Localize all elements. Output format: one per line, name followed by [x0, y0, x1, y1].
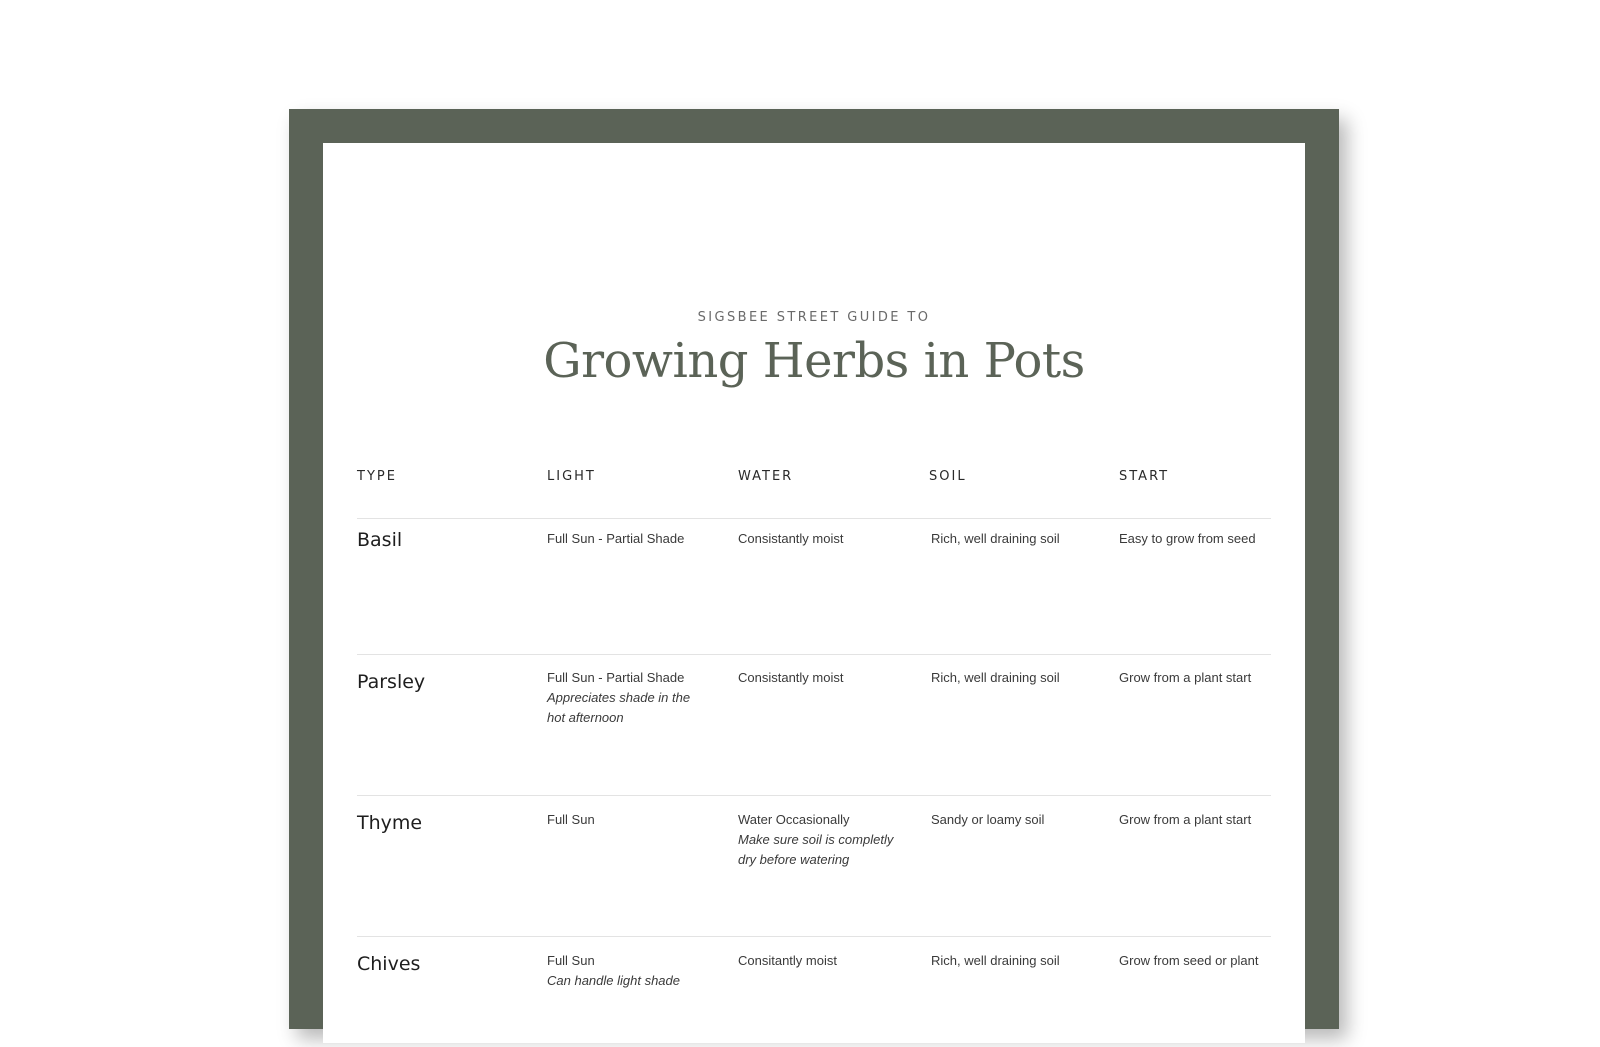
water-value: Consitantly moist	[738, 953, 837, 968]
herb-type: Parsley	[357, 671, 426, 693]
start-cell	[1119, 951, 1289, 971]
water-note: Make sure soil is completly dry before watering	[738, 832, 894, 867]
column-header-water: WATER	[738, 469, 794, 484]
column-header-type: TYPE	[357, 469, 397, 484]
water-cell	[738, 668, 913, 688]
start-cell	[1119, 810, 1279, 830]
table-row	[357, 936, 1271, 1047]
soil-cell	[931, 668, 1106, 688]
table-row	[357, 654, 1271, 795]
light-value: Full Sun - Partial Shade	[547, 531, 685, 546]
soil-cell	[931, 529, 1106, 549]
guide-title: Growing Herbs in Pots	[543, 333, 1085, 389]
column-header-start: START	[1119, 469, 1170, 484]
water-value: Consistantly moist	[738, 670, 844, 685]
herb-type: Chives	[357, 953, 421, 975]
column-header-soil: SOIL	[929, 469, 967, 484]
light-cell	[547, 951, 717, 991]
soil-value: Rich, well draining soil	[931, 531, 1060, 546]
soil-value: Sandy or loamy soil	[931, 812, 1045, 827]
light-note: Appreciates shade in the hot afternoon	[547, 690, 691, 725]
start-value: Grow from a plant start	[1119, 670, 1252, 685]
start-value: Easy to grow from seed	[1119, 531, 1256, 546]
water-cell	[738, 810, 913, 870]
poster-frame	[289, 109, 1339, 1029]
herb-type: Basil	[357, 529, 403, 551]
soil-cell	[931, 951, 1106, 971]
start-value: Grow from seed or plant	[1119, 953, 1259, 968]
light-cell	[547, 529, 717, 549]
water-value: Water Occasionally	[738, 812, 850, 827]
light-note: Can handle light shade	[547, 973, 680, 988]
light-cell	[547, 668, 707, 728]
column-header-light: LIGHT	[547, 469, 596, 484]
soil-cell	[931, 810, 1106, 830]
water-value: Consistantly moist	[738, 531, 844, 546]
light-value: Full Sun	[547, 812, 595, 827]
water-cell	[738, 529, 913, 549]
table-row	[357, 518, 1271, 654]
light-value: Full Sun - Partial Shade	[547, 670, 685, 685]
light-cell	[547, 810, 717, 830]
start-cell	[1119, 529, 1279, 549]
guide-sheet	[323, 143, 1305, 1043]
light-value: Full Sun	[547, 953, 595, 968]
table-row	[357, 795, 1271, 936]
herb-type: Thyme	[357, 812, 423, 834]
start-cell	[1119, 668, 1279, 688]
guide-eyebrow: SIGSBEE STREET GUIDE TO	[697, 310, 931, 325]
start-value: Grow from a plant start	[1119, 812, 1252, 827]
soil-value: Rich, well draining soil	[931, 670, 1060, 685]
soil-value: Rich, well draining soil	[931, 953, 1060, 968]
water-cell	[738, 951, 913, 971]
